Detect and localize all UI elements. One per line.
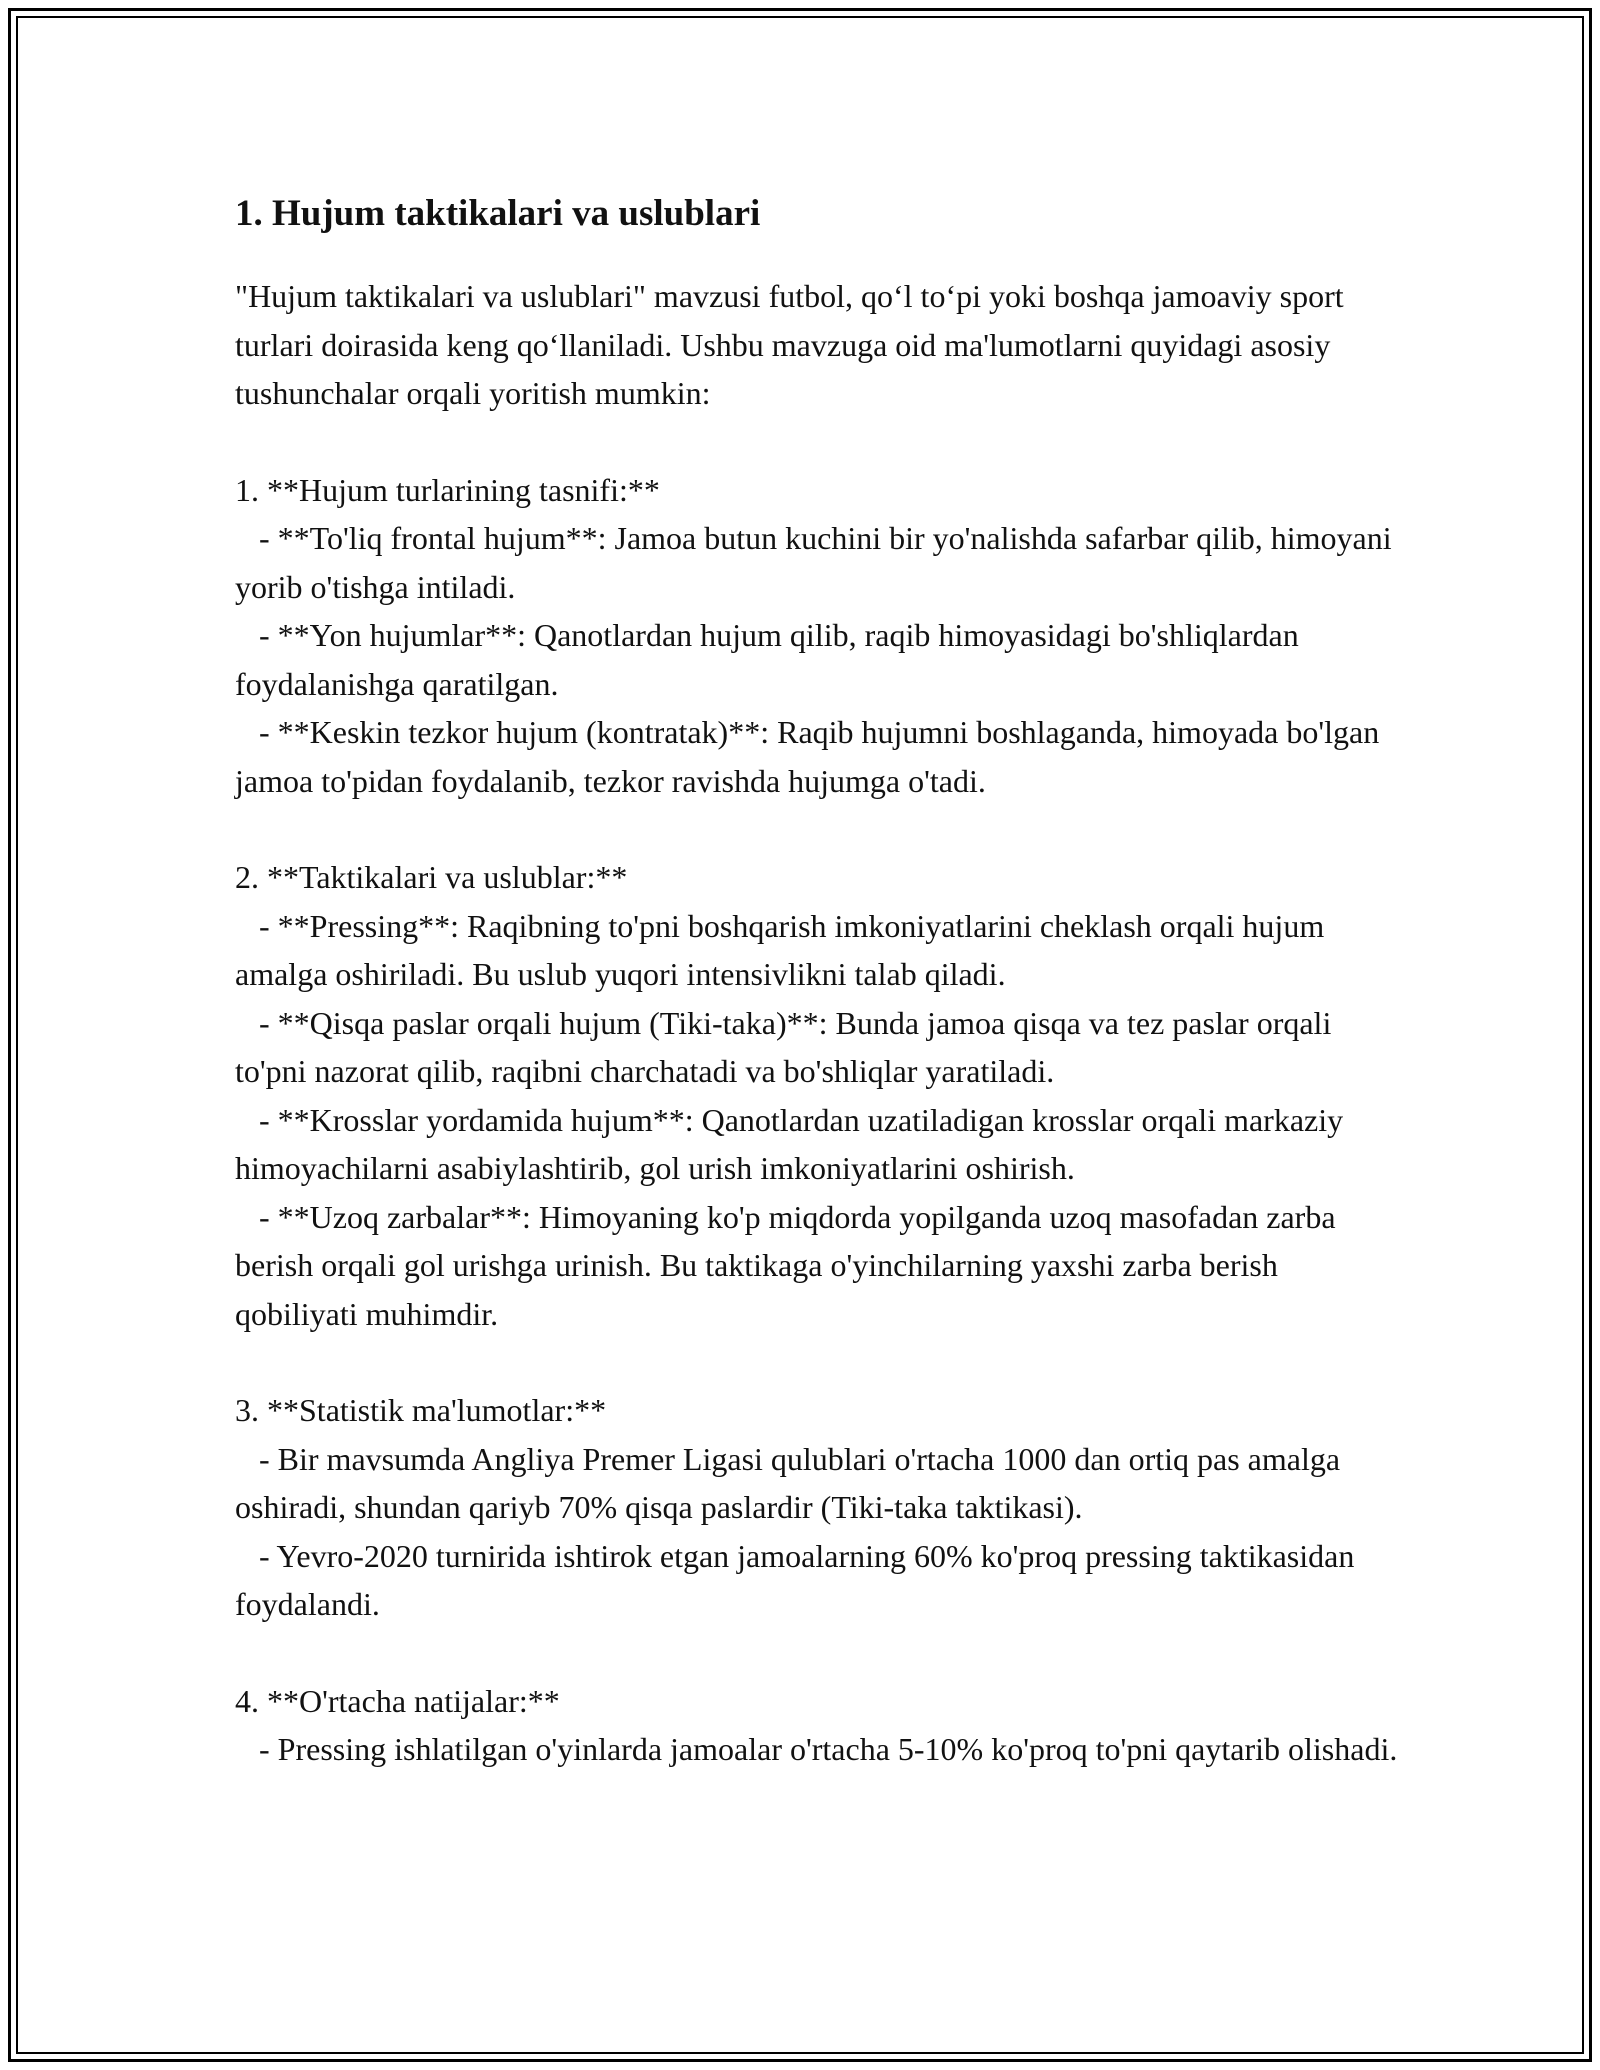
list-item: - **Krosslar yordamida hujum**: Qanotlardan uzatiladigan krosslar orqali markaziy himoyachilarni asabiylashtirib, gol urish imkoniyatlarini oshirish. bbox=[235, 1101, 1344, 1186]
list-item: - **Qisqa paslar orqali hujum (Tiki-taka)**: Bunda jamoa qisqa va tez paslar orqali to'pni nazorat qilib, raqibni charchatadi va bo'shliqlar yaratiladi. bbox=[235, 1004, 1332, 1089]
list-item: - **Yon hujumlar**: Qanotlardan hujum qilib, raqib himoyasidagi bo'shliqlardan foydalanishga qaratilgan. bbox=[235, 617, 1299, 702]
list-item: - **Pressing**: Raqibning to'pni boshqarish imkoniyatlarini cheklash orqali hujum amalga oshiriladi. Bu uslub yuqori intensivlikni talab qiladi. bbox=[235, 907, 1325, 992]
section-3 bbox=[235, 1386, 1405, 1629]
list-item: - Yevro-2020 turnirida ishtirok etgan jamoalarning 60% ko'proq pressing taktikasidan foydalandi. bbox=[235, 1537, 1355, 1622]
section-4 bbox=[235, 1677, 1405, 1774]
section-heading: 2. **Taktikalari va uslublar:** bbox=[235, 859, 628, 895]
list-item: - **To'liq frontal hujum**: Jamoa butun kuchini bir yo'nalishda safarbar qilib, himoyani yorib o'tishga intiladi. bbox=[235, 520, 1392, 605]
section-heading: 3. **Statistik ma'lumotlar:** bbox=[235, 1392, 607, 1428]
document-title: 1. Hujum taktikalari va uslublari bbox=[235, 193, 761, 234]
intro-paragraph: "Hujum taktikalari va uslublari" mavzusi futbol, qo‘l to‘pi yoki boshqa jamoaviy sport turlari doirasida keng qo‘llaniladi. Ushbu mavzuga oid ma'lumotlarni quyidagi asosiy tushunchalar orqali yoritish mumkin: bbox=[235, 278, 1344, 411]
list-item: - **Keskin tezkor hujum (kontratak)**: Raqib hujumni boshlaganda, himoyada bo'lgan jamoa to'pidan foydalanib, tezkor ravishda hujumga o'tadi. bbox=[235, 714, 1380, 799]
section-1 bbox=[235, 466, 1405, 806]
section-2 bbox=[235, 853, 1405, 1338]
section-heading: 1. **Hujum turlarining tasnifi:** bbox=[235, 471, 660, 508]
document-body bbox=[235, 190, 1405, 1774]
list-item: - Bir mavsumda Angliya Premer Ligasi qulublari o'rtacha 1000 dan ortiq pas amalga oshiradi, shundan qariyb 70% qisqa paslardir (Tiki-taka taktikasi). bbox=[235, 1440, 1341, 1525]
list-item: - **Uzoq zarbalar**: Himoyaning ko'p miqdorda yopilganda uzoq masofadan zarba berish orqali gol urishga urinish. Bu taktikaga o'yinchilarning yaxshi zarba berish qobiliyati muhimdir. bbox=[235, 1198, 1336, 1332]
list-item: - Pressing ishlatilgan o'yinlarda jamoalar o'rtacha 5-10% ko'proq to'pni qaytarib olishadi. bbox=[259, 1731, 1398, 1767]
section-heading: 4. **O'rtacha natijalar:** bbox=[235, 1682, 560, 1719]
